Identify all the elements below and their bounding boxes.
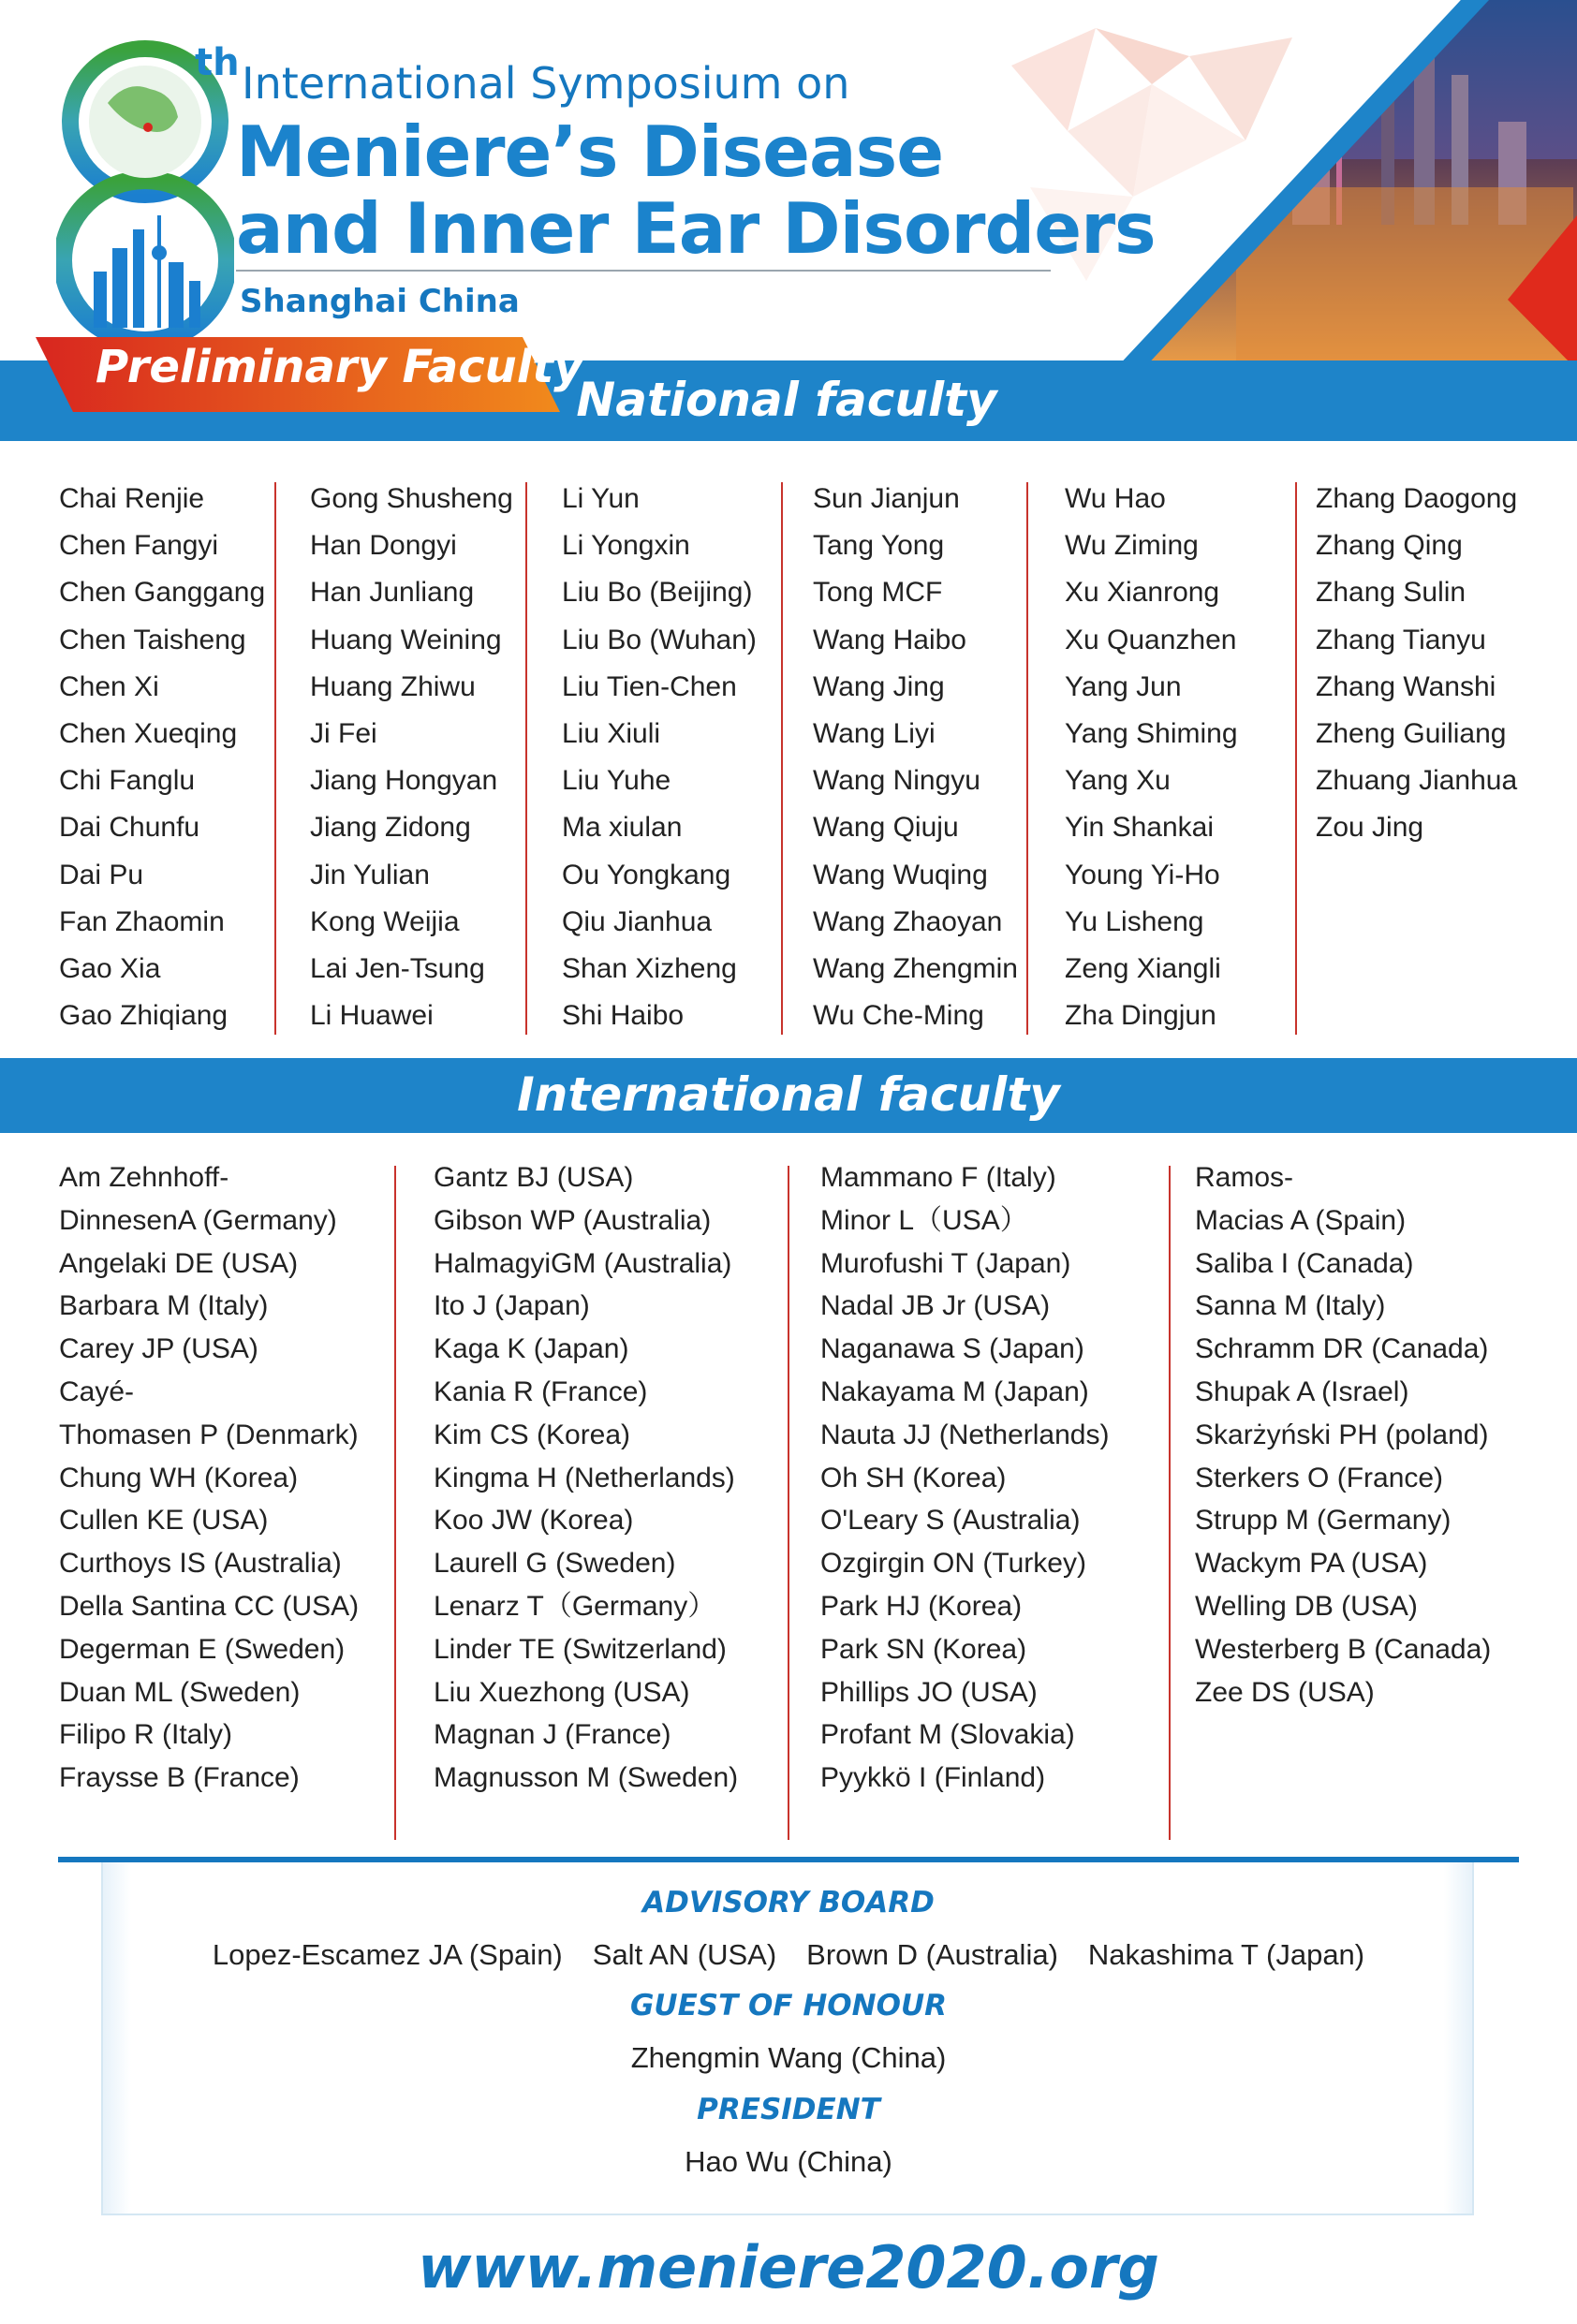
faculty-name: Nadal JB Jr (USA) <box>820 1290 1051 1322</box>
faculty-name: DinnesenA (Germany) <box>59 1204 337 1236</box>
faculty-name: Ma xiulan <box>562 812 683 844</box>
faculty-name: Tang Yong <box>813 530 945 562</box>
faculty-name: Wang Wuqing <box>813 859 988 890</box>
faculty-name: Ji Fei <box>310 717 377 749</box>
faculty-name: Gao Zhiqiang <box>59 1000 228 1032</box>
faculty-name: Gao Xia <box>59 952 161 984</box>
national-column <box>813 476 1018 1039</box>
location-label: Shanghai China <box>240 283 520 320</box>
faculty-name: Kong Weijia <box>310 905 460 937</box>
title-divider <box>236 270 1051 272</box>
faculty-name: Saliba I (Canada) <box>1195 1247 1414 1279</box>
faculty-name: Kim CS (Korea) <box>434 1419 631 1450</box>
faculty-name: Wang Ningyu <box>813 765 980 797</box>
faculty-name: Kaga K (Japan) <box>434 1333 629 1365</box>
advisory-board-member: Nakashima T (Japan) <box>1087 1938 1365 1971</box>
faculty-name: Ito J (Japan) <box>434 1290 590 1322</box>
international-faculty-title: International faculty <box>517 1067 1060 1122</box>
faculty-name: Huang Zhiwu <box>310 670 476 702</box>
faculty-name: Huang Weining <box>310 624 502 655</box>
faculty-name: Kingma H (Netherlands) <box>434 1462 735 1493</box>
president-heading: PRESIDENT <box>697 2093 880 2126</box>
edition-suffix: th <box>195 41 240 84</box>
faculty-name: Zhang Qing <box>1316 530 1463 562</box>
faculty-name: Park HJ (Korea) <box>820 1590 1023 1622</box>
faculty-name: Chen Ganggang <box>59 577 266 609</box>
faculty-name: Ou Yongkang <box>562 859 731 890</box>
faculty-name: Wackym PA (USA) <box>1195 1548 1428 1580</box>
faculty-name: Fan Zhaomin <box>59 905 225 937</box>
faculty-name: Zha Dingjun <box>1065 1000 1216 1032</box>
faculty-name: Schramm DR (Canada) <box>1195 1333 1489 1365</box>
faculty-name: O'Leary S (Australia) <box>820 1505 1081 1537</box>
faculty-name: Tong MCF <box>813 577 943 609</box>
faculty-name: Gong Shusheng <box>310 483 513 514</box>
faculty-name: Young Yi-Ho <box>1065 859 1220 890</box>
international-column <box>1195 1156 1491 1714</box>
faculty-name: Westerberg B (Canada) <box>1195 1633 1492 1665</box>
column-separator <box>781 482 783 1035</box>
title-line-3: and Inner Ear Disorders <box>236 187 1156 270</box>
faculty-name: Li Huawei <box>310 1000 434 1032</box>
faculty-name: Dai Pu <box>59 859 144 890</box>
faculty-name: Yang Shiming <box>1065 717 1238 749</box>
column-separator <box>525 482 527 1035</box>
faculty-name: Koo JW (Korea) <box>434 1505 634 1537</box>
faculty-name: Zou Jing <box>1316 812 1424 844</box>
faculty-name: Shupak A (Israel) <box>1195 1375 1409 1407</box>
faculty-name: Li Yun <box>562 483 640 514</box>
faculty-name: Park SN (Korea) <box>820 1633 1027 1665</box>
faculty-name: Magnan J (France) <box>434 1719 671 1751</box>
faculty-name: Degerman E (Sweden) <box>59 1633 346 1665</box>
faculty-name: Wang Zhengmin <box>813 952 1018 984</box>
faculty-name: Phillips JO (USA) <box>820 1676 1038 1708</box>
faculty-name: Liu Xiuli <box>562 717 661 749</box>
faculty-name: Wang Zhaoyan <box>813 905 1003 937</box>
website-link[interactable]: www.meniere2020.org <box>418 2233 1159 2302</box>
faculty-name: Zhang Wanshi <box>1316 670 1496 702</box>
faculty-name: Jin Yulian <box>310 859 430 890</box>
column-separator <box>1169 1166 1171 1840</box>
faculty-name: Ramos- <box>1195 1162 1294 1193</box>
faculty-name: Skarżyński PH (poland) <box>1195 1419 1489 1450</box>
faculty-name: Gibson WP (Australia) <box>434 1204 712 1236</box>
faculty-name: Shi Haibo <box>562 1000 685 1032</box>
faculty-name: Zheng Guiliang <box>1316 717 1507 749</box>
faculty-name: Liu Tien-Chen <box>562 670 737 702</box>
faculty-name: Gantz BJ (USA) <box>434 1162 634 1193</box>
faculty-name: Cullen KE (USA) <box>59 1505 269 1537</box>
faculty-name: Wu Ziming <box>1065 530 1199 562</box>
faculty-name: Linder TE (Switzerland) <box>434 1633 727 1665</box>
faculty-name: Yu Lisheng <box>1065 905 1204 937</box>
faculty-name: Han Dongyi <box>310 530 457 562</box>
faculty-name: HalmagyiGM (Australia) <box>434 1247 732 1279</box>
faculty-name: Wu Hao <box>1065 483 1166 514</box>
faculty-name: Della Santina CC (USA) <box>59 1590 360 1622</box>
advisory-board-member: Salt AN (USA) <box>592 1938 777 1971</box>
faculty-name: Chi Fanglu <box>59 765 196 797</box>
faculty-name: Liu Bo (Beijing) <box>562 577 753 609</box>
faculty-name: Zhang Daogong <box>1316 483 1518 514</box>
faculty-name: Sun Jianjun <box>813 483 960 514</box>
faculty-name: Chung WH (Korea) <box>59 1462 299 1493</box>
faculty-name: Shan Xizheng <box>562 952 737 984</box>
faculty-name: Naganawa S (Japan) <box>820 1333 1084 1365</box>
international-column <box>820 1156 1109 1800</box>
faculty-name: Nauta JJ (Netherlands) <box>820 1419 1110 1450</box>
faculty-name: Sterkers O (France) <box>1195 1462 1444 1493</box>
faculty-name: Liu Bo (Wuhan) <box>562 624 757 655</box>
faculty-name: Pyykkö I (Finland) <box>820 1762 1046 1794</box>
faculty-name: Liu Xuezhong (USA) <box>434 1676 690 1708</box>
international-column <box>434 1156 738 1800</box>
advisory-board-members <box>0 1938 1577 1972</box>
national-column <box>59 476 265 1039</box>
faculty-name: Cayé- <box>59 1375 135 1407</box>
faculty-name: Dai Chunfu <box>59 812 200 844</box>
faculty-name: Ozgirgin ON (Turkey) <box>820 1548 1086 1580</box>
faculty-name: Chen Taisheng <box>59 624 246 655</box>
faculty-name: Jiang Hongyan <box>310 765 498 797</box>
faculty-name: Wang Jing <box>813 670 945 702</box>
international-column <box>59 1156 359 1800</box>
faculty-name: Wang Liyi <box>813 717 936 749</box>
faculty-name: Zee DS (USA) <box>1195 1676 1375 1708</box>
faculty-name: Lenarz T（Germany） <box>434 1590 716 1622</box>
faculty-name: Kania R (France) <box>434 1375 648 1407</box>
faculty-name: Yin Shankai <box>1065 812 1214 844</box>
faculty-name: Welling DB (USA) <box>1195 1590 1418 1622</box>
faculty-name: Angelaki DE (USA) <box>59 1247 299 1279</box>
guest-of-honour-heading: GUEST OF HONOUR <box>629 1989 948 2022</box>
faculty-name: Strupp M (Germany) <box>1195 1505 1452 1537</box>
faculty-name: Li Yongxin <box>562 530 690 562</box>
national-column <box>310 476 513 1039</box>
faculty-name: Zhang Sulin <box>1316 577 1466 609</box>
faculty-name: Carey JP (USA) <box>59 1333 258 1365</box>
advisory-board-member: Brown D (Australia) <box>806 1938 1058 1971</box>
faculty-name: Profant M (Slovakia) <box>820 1719 1075 1751</box>
national-column <box>1316 476 1517 852</box>
faculty-name: Wang Haibo <box>813 624 966 655</box>
president-name: Hao Wu (China) <box>685 2145 892 2178</box>
faculty-name: Laurell G (Sweden) <box>434 1548 676 1580</box>
faculty-name: Zhang Tianyu <box>1316 624 1486 655</box>
faculty-name: Minor L（USA） <box>820 1204 1028 1236</box>
national-column <box>1065 476 1238 1039</box>
faculty-name: Qiu Jianhua <box>562 905 713 937</box>
faculty-name: Curthoys IS (Australia) <box>59 1548 342 1580</box>
column-separator <box>1295 482 1297 1035</box>
faculty-name: Lai Jen-Tsung <box>310 952 485 984</box>
faculty-name: Murofushi T (Japan) <box>820 1247 1071 1279</box>
faculty-name: Sanna M (Italy) <box>1195 1290 1386 1322</box>
column-separator <box>788 1166 789 1840</box>
faculty-name: Zhuang Jianhua <box>1316 765 1518 797</box>
faculty-name: Chai Renjie <box>59 483 205 514</box>
faculty-name: Nakayama M (Japan) <box>820 1375 1089 1407</box>
faculty-name: Liu Yuhe <box>562 765 671 797</box>
faculty-name: Duan ML (Sweden) <box>59 1676 301 1708</box>
column-separator <box>274 482 276 1035</box>
national-column <box>562 476 757 1039</box>
faculty-name: Xu Xianrong <box>1065 577 1220 609</box>
faculty-name: Magnusson M (Sweden) <box>434 1762 739 1794</box>
faculty-name: Fraysse B (France) <box>59 1762 300 1794</box>
title-line-2: Meniere’s Disease <box>236 110 944 193</box>
faculty-name: Jiang Zidong <box>310 812 471 844</box>
faculty-name: Am Zehnhoff- <box>59 1162 229 1193</box>
advisory-board-member: Lopez-Escamez JA (Spain) <box>212 1938 563 1971</box>
faculty-name: Oh SH (Korea) <box>820 1462 1007 1493</box>
guest-of-honour-name: Zhengmin Wang (China) <box>630 2041 947 2074</box>
column-separator <box>394 1166 396 1840</box>
faculty-name: Chen Xueqing <box>59 717 238 749</box>
national-faculty-title: National faculty <box>576 373 997 427</box>
faculty-name: Zeng Xiangli <box>1065 952 1221 984</box>
faculty-name: Xu Quanzhen <box>1065 624 1237 655</box>
preliminary-faculty-label: Preliminary Faculty <box>96 341 583 393</box>
faculty-name: Yang Jun <box>1065 670 1182 702</box>
faculty-name: Mammano F (Italy) <box>820 1162 1056 1193</box>
faculty-name: Thomasen P (Denmark) <box>59 1419 359 1450</box>
column-separator <box>1026 482 1028 1035</box>
advisory-board-heading: ADVISORY BOARD <box>642 1886 935 1920</box>
faculty-name: Macias A (Spain) <box>1195 1204 1407 1236</box>
faculty-name: Wu Che-Ming <box>813 1000 984 1032</box>
faculty-name: Wang Qiuju <box>813 812 959 844</box>
faculty-name: Chen Xi <box>59 670 159 702</box>
faculty-name: Barbara M (Italy) <box>59 1290 269 1322</box>
faculty-name: Filipo R (Italy) <box>59 1719 233 1751</box>
faculty-name: Chen Fangyi <box>59 530 219 562</box>
faculty-name: Yang Xu <box>1065 765 1171 797</box>
faculty-name: Han Junliang <box>310 577 475 609</box>
title-line-1: International Symposium on <box>242 58 850 109</box>
